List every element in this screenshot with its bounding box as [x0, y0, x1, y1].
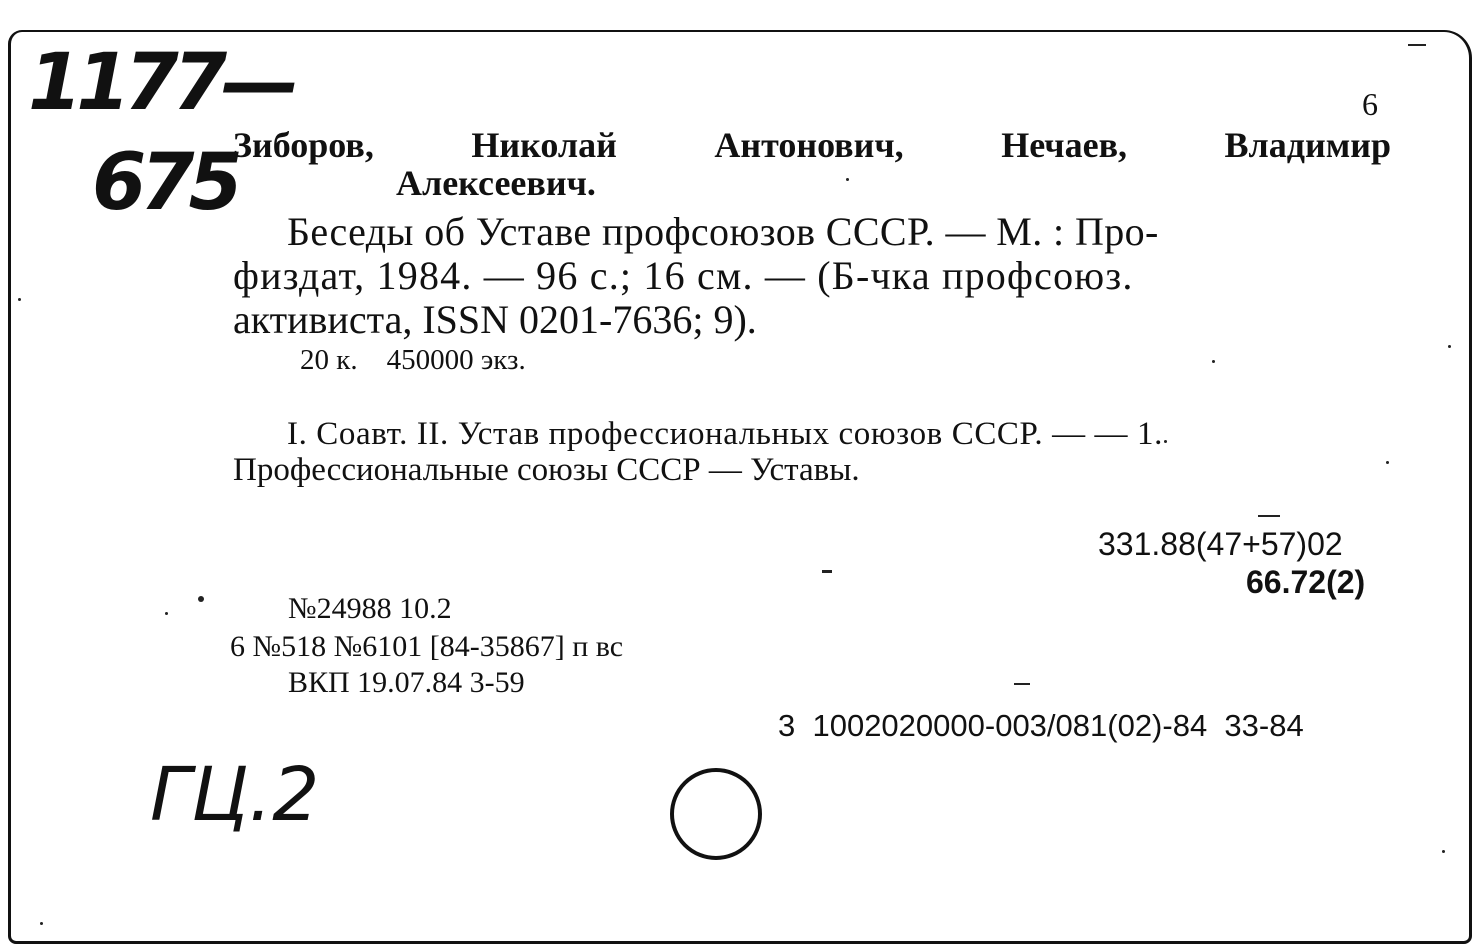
classification-udc: 331.88(47+57)02 [1098, 526, 1343, 562]
scan-mark [1258, 515, 1280, 517]
order-number: №24988 10.2 [288, 592, 452, 625]
scan-mark [1408, 44, 1426, 46]
scan-speck [165, 612, 168, 615]
scan-mark [822, 570, 832, 573]
handwritten-shelf-mark: ГЦ.2 [150, 752, 320, 838]
scan-speck [1212, 360, 1215, 363]
title-line-2: физдат, 1984. — 96 с.; 16 см. — (Б-чка профсоюз. [233, 253, 1134, 298]
authors-line-2: Алексеевич. [396, 163, 596, 203]
author-part: Нечаев, [1001, 125, 1128, 165]
scan-speck [1164, 440, 1167, 443]
code-line: 3 1002020000-003/081(02)-84 33-84 [778, 708, 1304, 743]
scan-speck [846, 178, 849, 181]
subject-line-1: I. Соавт. II. Устав профессиональных союзов СССР. — — 1. [287, 416, 1163, 452]
title-line-3: активиста, ISSN 0201-7636; 9). [233, 297, 757, 342]
handwritten-call-number-bottom: 675 [92, 138, 237, 228]
scan-speck [1448, 345, 1451, 348]
author-part: Антонович, [714, 125, 904, 165]
vkp-line: ВКП 19.07.84 3-59 [288, 666, 525, 699]
price-line: 20 к. 450000 экз. [300, 344, 526, 376]
title-line-1: Беседы об Уставе профсоюзов СССР. — М. : Про- [287, 209, 1159, 254]
scan-speck [198, 596, 204, 602]
punch-hole-icon [668, 766, 764, 862]
scan-speck [18, 298, 21, 301]
handwritten-call-number-top: 1177— [28, 38, 294, 128]
authors-line-1 [233, 124, 1391, 166]
author-part: Владимир [1224, 125, 1391, 165]
scan-mark [1014, 683, 1030, 685]
order-line: 6 №518 №6101 [84-35867] п вс [230, 630, 624, 663]
corner-number: 6 [1362, 86, 1378, 122]
classification-bbk: 66.72(2) [1246, 564, 1366, 600]
author-part: Зиборов, [233, 125, 374, 165]
scan-speck [40, 922, 43, 925]
author-part: Николай [471, 125, 617, 165]
scan-speck [1386, 461, 1389, 464]
subject-line-2: Профессиональные союзы СССР — Уставы. [233, 452, 860, 488]
scan-speck [1442, 850, 1445, 853]
